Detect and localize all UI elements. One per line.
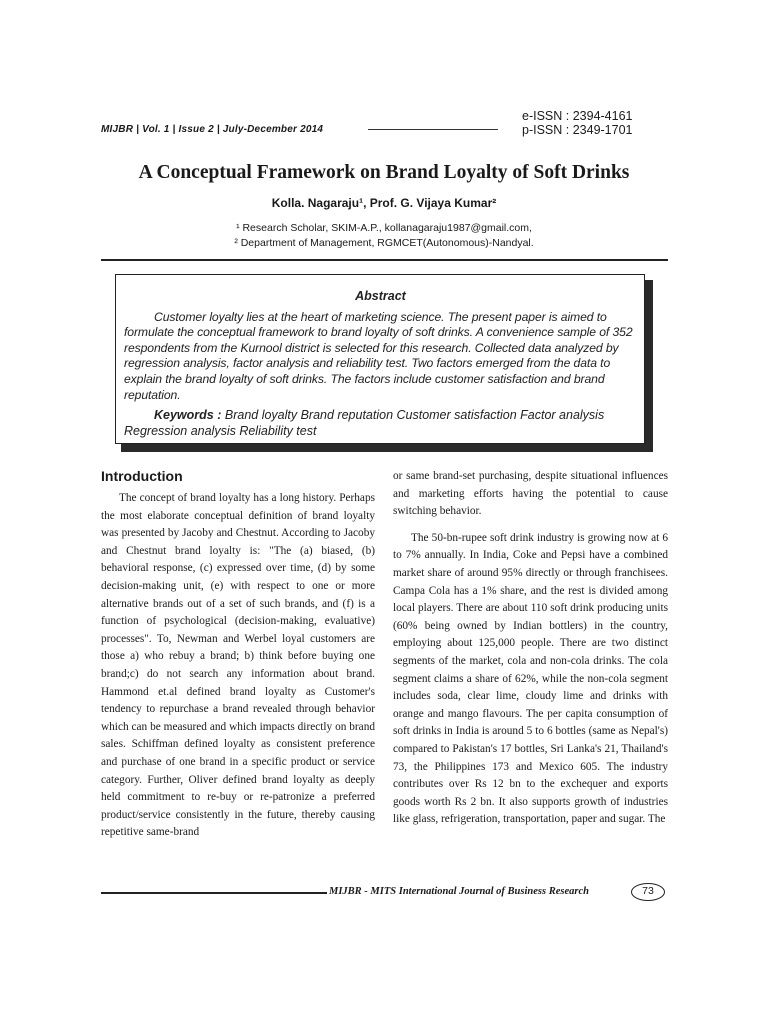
intro-paragraph-2: The 50-bn-rupee soft drink industry is growing now at 6 to 7% annually. In India, Coke and Pepsi have a combined market share of around 95% directly or through franchisees. Campa Cola has a 1% share, and the rest is divided among local players. There are about 110 soft drink producing units (60% being owned by Indian bottlers) in the country, employing about 125,000 people. There are two distinct segments of the market, cola and non-cola drinks. The cola segment claims a share of 62%, while the non-cola segment includes soda, clear lime, cloudy lime and drinks with orange and mango flavours. The per capita consumption of soft drinks in India is around 5 to 6 bottles (same as Nepal's) compared to Pakistan's 17 bottles, Sri Lanka's 21, Thailand's 73, the Philippines 173 and Mexico 605. The industry contributes over Rs 12 bn to the exchequer and exports goods worth Rs 2 bn. It also supports growth of industries like glass, refrigeration, transportation, paper and sugar. The xyxy=(393,531,668,826)
affiliation-1: ¹ Research Scholar, SKIM-A.P., kollanagaraju1987@gmail.com, xyxy=(236,222,532,234)
journal-issue-line: MIJBR | Vol. 1 | Issue 2 | July-December 2014 xyxy=(101,124,324,135)
header-rule xyxy=(368,129,498,130)
paper-title: A Conceptual Framework on Brand Loyalty of Soft Drinks xyxy=(138,162,630,183)
abstract-box xyxy=(115,274,645,444)
footer-rule xyxy=(101,892,327,894)
keywords xyxy=(124,408,637,439)
section-heading-introduction: Introduction xyxy=(101,468,183,484)
issn-block xyxy=(522,109,633,137)
eissn: e-ISSN : 2394-4161 xyxy=(522,109,633,123)
keywords-list: Brand loyalty Brand reputation Customer satisfaction Factor analysis Regression analysis Reliability test xyxy=(124,408,605,438)
affiliation-2: ² Department of Management, RGMCET(Autonomous)-Nandyal. xyxy=(234,237,534,249)
left-column xyxy=(101,490,375,842)
right-column xyxy=(393,468,668,829)
abstract-body: Customer loyalty lies at the heart of marketing science. The present paper is aimed to formulate the conceptual framework to brand loyalty of soft drinks. A convenience sample of 352 respondents from the Kurnool district is selected for this research. Collected data analyzed by regression analysis, factor analysis and reliability test. Two factors emerged from the data to explain the brand loyalty of soft drinks. The factors include customer satisfaction and brand reputation. xyxy=(124,309,633,402)
intro-paragraph-continued: or same brand-set purchasing, despite situational influences and marketing efforts having the potential to cause switching behavior. xyxy=(393,470,668,518)
abstract-heading: Abstract xyxy=(355,289,406,303)
page-number: 73 xyxy=(631,883,665,901)
title-divider xyxy=(101,259,668,261)
intro-paragraph-1: The concept of brand loyalty has a long history. Perhaps the most elaborate conceptual definition of brand loyalty was presented by Jacoby and Chestnut. According to Jacoby and Chestnut brand loyalty is: "The (a) biased, (b) behavioral response, (c) expressed over time, (d) by some decision-making unit, (e) with respect to one or more alternative brands out of a set of such brands, and (f) is a function of psychological (decision-making, evaluative) processes". To, Newman and Werbel loyal customers are those a) who rebuy a brand; b) think before buying one brand;c) do not search any information about brand. Hammond et.al defined brand loyalty as Customer's tendency to repurchase a brand revealed through behavior which can be measured and which impacts directly on brand sales. Schiffman defined loyalty as consistent preference and purchase of one brand in a specific product or service category. Further, Oliver defined brand loyalty as deeply held commitment to re-buy or re-patronize a preferred product/service consistently in the future, thereby causing repetitive same-brand xyxy=(101,492,375,839)
pissn: p-ISSN : 2349-1701 xyxy=(522,123,633,137)
footer-journal-name: MIJBR - MITS International Journal of Business Research xyxy=(329,886,589,897)
paper-authors: Kolla. Nagaraju¹, Prof. G. Vijaya Kumar² xyxy=(271,196,497,210)
keywords-label: Keywords : xyxy=(154,408,222,423)
